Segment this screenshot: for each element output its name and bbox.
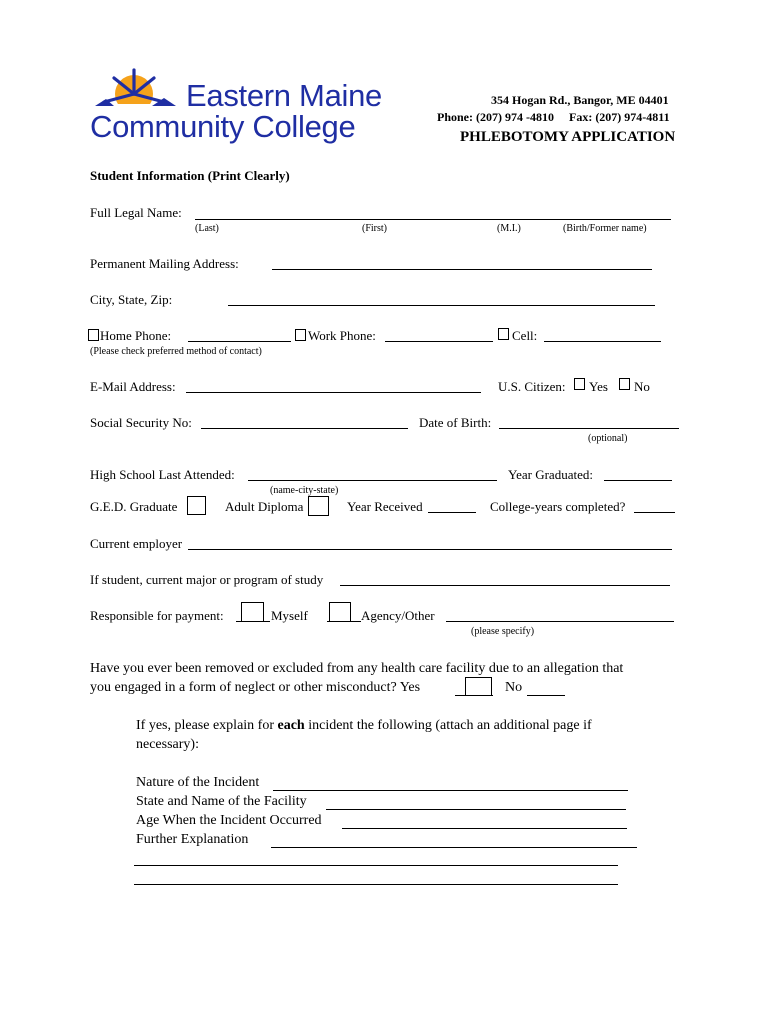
incident-facility-field[interactable] [326,809,626,810]
section-title: Student Information (Print Clearly) [90,168,290,183]
explain-emphasis: each [277,718,305,733]
full-legal-name-field[interactable] [195,219,671,220]
further-explanation-label: Further Explanation [136,832,249,847]
agency-other-label: Agency/Other [361,608,435,623]
college-contact: Phone: (207) 974 -4810 Fax: (207) 974-4811 [437,110,670,124]
name-first-caption: (First) [362,223,387,234]
college-address: 354 Hogan Rd., Bangor, ME 04401 [491,93,669,107]
exclusion-question-line2: you engaged in a form of neglect or other misconduct? Yes [90,680,421,695]
exclusion-question-line1: Have you ever been removed or excluded from any health care facility due to an allegation that [90,661,624,676]
dob-label: Date of Birth: [419,415,492,430]
please-specify-caption: (please specify) [471,626,535,637]
year-graduated-field[interactable] [604,480,672,481]
work-phone-field[interactable] [385,341,493,342]
home-phone-checkbox[interactable] [88,329,99,341]
mailing-address-label: Permanent Mailing Address: [90,256,239,271]
further-explanation-line2[interactable] [134,865,618,866]
work-phone-checkbox[interactable] [295,329,306,341]
incident-facility-label: State and Name of the Facility [136,794,307,809]
explain-instruction [136,718,592,734]
explain-suffix: incident the following (attach an additional page if [304,718,592,733]
further-explanation-field[interactable] [271,847,637,848]
exclusion-yes-checkbox[interactable] [465,677,492,696]
email-label: E-Mail Address: [90,379,176,394]
dob-field[interactable] [499,428,679,429]
ssn-label: Social Security No: [90,415,192,430]
citizen-yes-checkbox[interactable] [574,378,585,390]
home-phone-field[interactable] [188,341,291,342]
email-field[interactable] [186,392,481,393]
high-school-field[interactable] [248,480,497,481]
current-major-label: If student, current major or program of study [90,572,324,587]
city-state-zip-label: City, State, Zip: [90,292,173,307]
agency-checkbox[interactable] [329,602,351,622]
college-years-field[interactable] [634,512,675,513]
current-employer-label: Current employer [90,536,183,551]
year-received-label: Year Received [347,499,423,514]
mailing-address-field[interactable] [272,269,652,270]
citizen-yes-label: Yes [589,379,608,394]
incident-age-label: Age When the Incident Occurred [136,813,322,828]
logo-line1: Eastern Maine [186,78,382,113]
college-years-label: College-years completed? [490,499,626,514]
form-title: PHLEBOTOMY APPLICATION [460,129,676,145]
incident-nature-label: Nature of the Incident [136,775,260,790]
current-major-field[interactable] [340,585,670,586]
sunburst-logo-icon [92,66,178,114]
explain-instruction-line2: necessary): [136,737,199,752]
citizen-no-label: No [634,379,650,394]
further-explanation-line3[interactable] [134,884,618,885]
cell-label: Cell: [512,328,538,343]
agency-other-field[interactable] [446,621,674,622]
city-state-zip-field[interactable] [228,305,655,306]
year-graduated-label: Year Graduated: [508,467,593,482]
payment-label: Responsible for payment: [90,608,224,623]
cell-checkbox[interactable] [498,328,509,340]
adult-diploma-checkbox[interactable] [308,496,329,516]
current-employer-field[interactable] [188,549,672,550]
ssn-field[interactable] [201,428,408,429]
ged-checkbox[interactable] [187,496,206,515]
name-mi-caption: (M.I.) [497,223,521,234]
name-last-caption: (Last) [195,223,219,234]
adult-diploma-label: Adult Diploma [225,499,304,514]
myself-checkbox[interactable] [241,602,264,622]
home-phone-label: Home Phone: [100,328,172,343]
exclusion-no-label: No [505,680,523,695]
college-logo [88,66,413,146]
work-phone-label: Work Phone: [308,328,376,343]
incident-nature-field[interactable] [273,790,628,791]
logo-line2: Community College [90,109,356,144]
high-school-label: High School Last Attended: [90,467,235,482]
incident-age-field[interactable] [342,828,627,829]
year-received-field[interactable] [428,512,476,513]
name-former-caption: (Birth/Former name) [563,223,647,234]
citizen-no-checkbox[interactable] [619,378,630,390]
contact-method-note: (Please check preferred method of contact) [90,346,262,357]
explain-prefix: If yes, please explain for [136,718,278,733]
myself-label: Myself [271,608,308,623]
ged-label: G.E.D. Graduate [90,499,178,514]
cell-field[interactable] [544,341,661,342]
dob-optional-caption: (optional) [588,433,628,444]
full-legal-name-label: Full Legal Name: [90,205,182,220]
exclusion-no-field[interactable] [527,695,565,696]
name-city-state-caption: (name-city-state) [270,485,339,496]
us-citizen-label: U.S. Citizen: [498,379,566,394]
